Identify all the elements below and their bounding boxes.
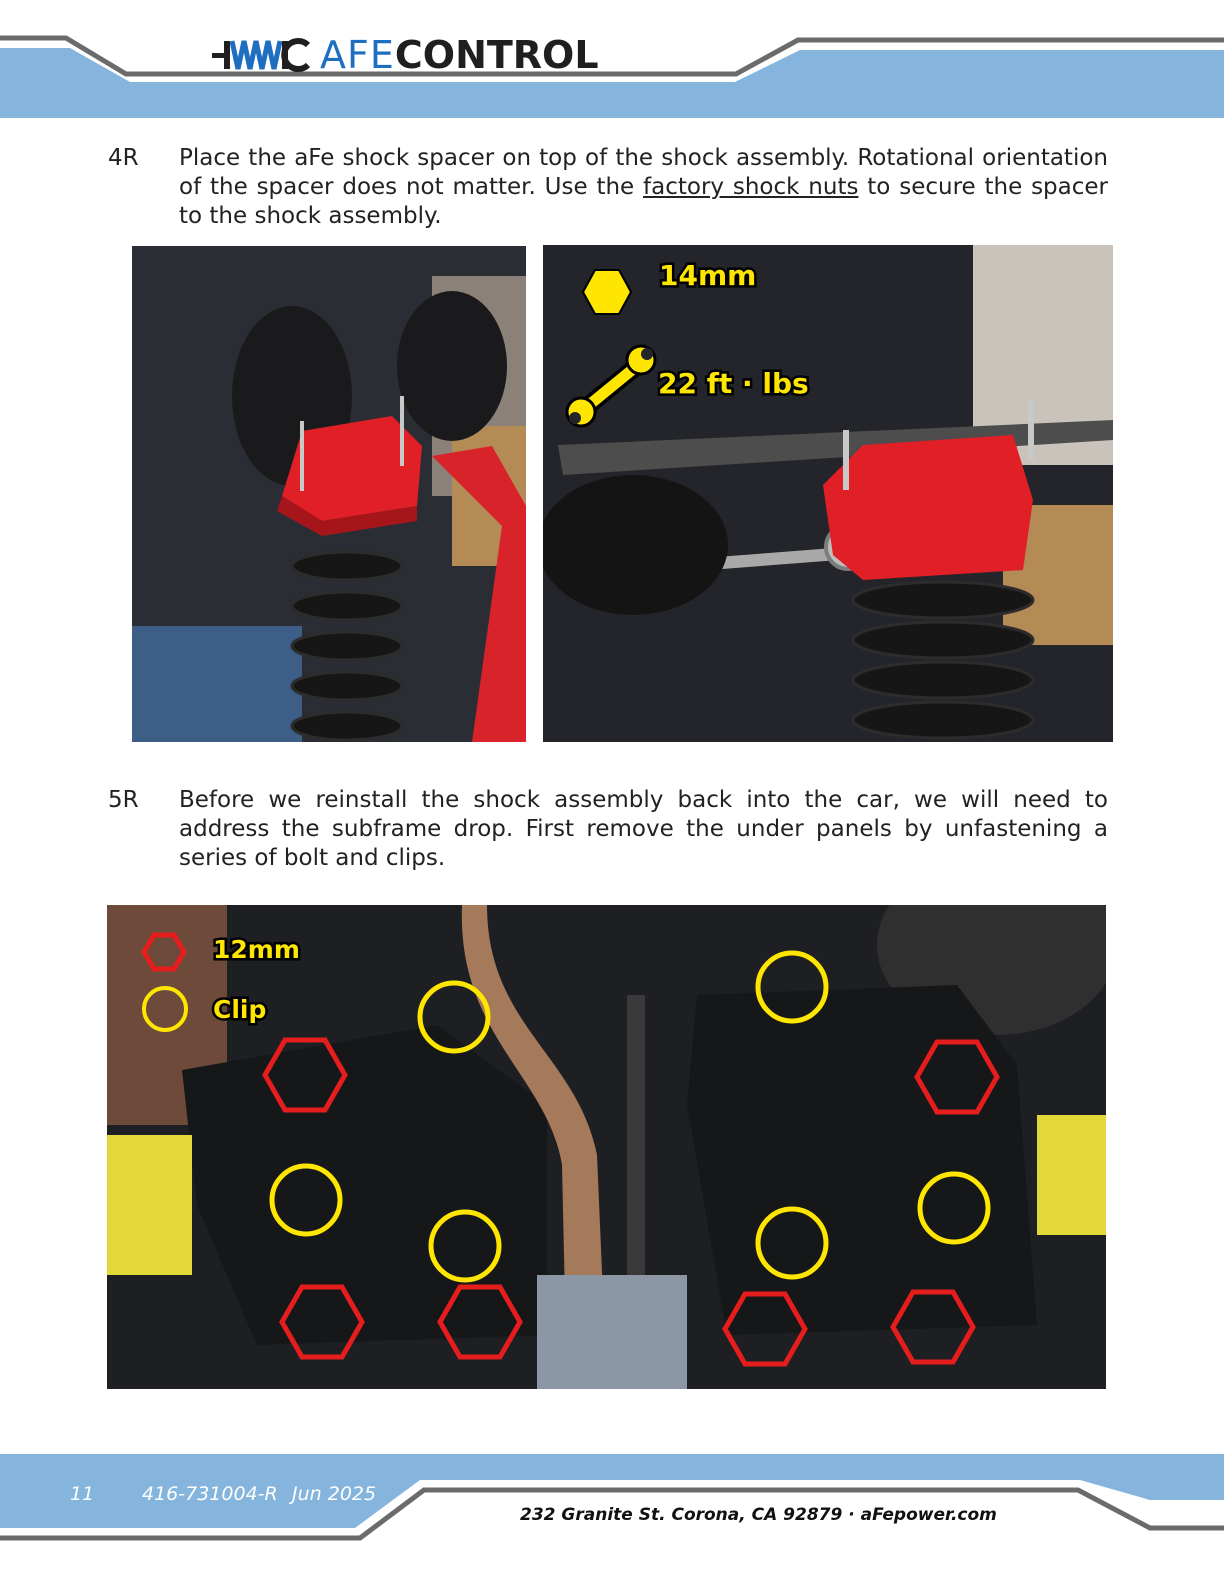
photo-shock-nut-torque — [543, 245, 1113, 742]
brand-control-text: CONTROL — [394, 33, 599, 77]
revision-date: Jun 2025 — [292, 1483, 377, 1505]
photo-under-panels — [107, 905, 1106, 1389]
step-instruction: Before we reinstall the shock assembly back into the car, we will need to address the subframe drop. First remove the under panels by unfastening a series of bolt and clips. — [179, 787, 1108, 871]
step-4r — [108, 144, 1108, 234]
part-number: 416-731004-R — [142, 1483, 278, 1505]
clip-label: Clip — [213, 995, 267, 1024]
step-number: 5R — [108, 787, 139, 813]
company-address: 232 Granite St. Corona, CA 92879 · aFepower.com — [520, 1505, 997, 1525]
socket-size-label: 14mm — [659, 259, 757, 292]
brand-logo — [212, 30, 599, 80]
step-instruction: Place the aFe shock spacer on top of the shock assembly. Rotational orientation of the spacer does not matter. Use the factory shock nuts to secure the spacer to the shock assembly. — [179, 145, 1109, 229]
factory-shock-nuts-emphasis: factory shock nuts — [643, 174, 859, 200]
bolt-size-label: 12mm — [213, 935, 300, 964]
step-5r — [108, 786, 1108, 876]
afe-control-mark-icon — [212, 33, 312, 77]
header-band — [0, 0, 1224, 118]
brand-afe-text: AFE — [320, 33, 395, 77]
photo-spacer-placement — [132, 246, 526, 742]
torque-spec-label: 22 ft · lbs — [658, 367, 809, 400]
step-number: 4R — [108, 145, 139, 171]
page-number: 11 — [70, 1483, 95, 1505]
footer-meta — [70, 1483, 376, 1505]
